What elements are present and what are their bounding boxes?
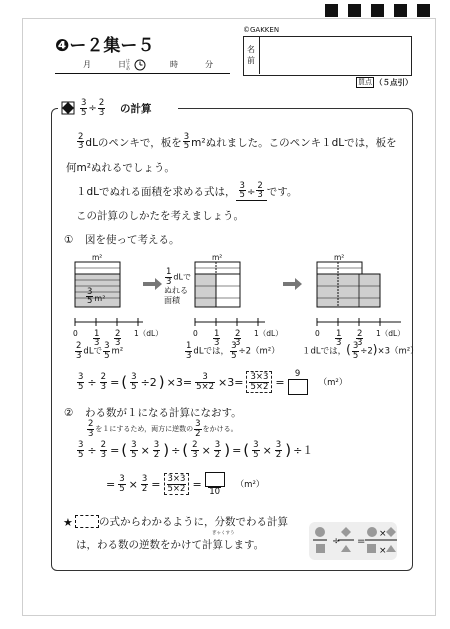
fig1-tick-1: 1（dL）: [134, 329, 163, 338]
problem-line-3: １dLでぬれる面積を求める式は， $\frac{3}{5}$ ÷ $\frac{2}{3}$ です。: [76, 180, 298, 200]
summary-dashed-box: [75, 515, 99, 528]
fig2-tick-2-3: $\frac{2}{3}$: [235, 328, 241, 348]
diamond-square-icon: [61, 101, 75, 115]
svg-text:×: ×: [379, 546, 387, 556]
fig2-tick-1-3: $\frac{1}{3}$: [214, 328, 220, 348]
eq-box-2: $\frac{3\times 3}{5\times 2}$: [164, 473, 190, 495]
summary-ruby: ぎゃくすう: [212, 531, 235, 536]
month-label: 月: [83, 60, 91, 69]
area-figures: [55, 252, 415, 332]
day-label: 日: [118, 60, 126, 69]
corner-square: [371, 4, 384, 17]
corner-square: [394, 4, 407, 17]
part1-equation: $\frac{3}{5}$ ÷ $\frac{2}{3}$ = ( $\frac{3}{5}$ ÷2 ) ×3= $\frac{3}{5\times 2}$ ×3= $\frac{3\times 3}{5\times 2}$ = 9 （m²）: [76, 370, 347, 395]
figure-2: [195, 262, 265, 326]
fig3-area-label: m²: [334, 253, 345, 262]
copyright: ©GAKKEN: [243, 26, 280, 34]
svg-text:×: ×: [379, 529, 387, 539]
fig2-tick-1: 1（dL）: [254, 329, 283, 338]
section-expr: $\frac{3}{5}$ ÷ $\frac{2}{3}$: [81, 98, 105, 118]
fig1-area-value: $\frac{3}{5}$ m²: [87, 286, 106, 306]
fig3-tick-1: 1（dL）: [376, 329, 405, 338]
fig3-tick-2-3: $\frac{2}{3}$: [357, 328, 363, 348]
fig1-area-label: m²: [92, 253, 103, 262]
eq-result-2: 10: [205, 472, 225, 497]
eq-result: 9: [288, 370, 308, 395]
frac-3-5: $\frac{3}{5}$: [183, 131, 190, 151]
star-icon: ★: [63, 516, 73, 529]
hour-label: 時: [170, 60, 178, 69]
corner-square: [348, 4, 361, 17]
fig1-tick-2-3: $\frac{2}{3}$: [115, 328, 121, 348]
fig2-note: $\frac{1}{3}$ dLで ぬれる 面積: [164, 267, 191, 305]
part2-step-1: $\frac{3}{5}$ ÷ $\frac{2}{3}$ = ( $\frac{3}{5}$ × $\frac{3}{2}$ ) ÷ ( $\frac{2}{3}$ × $\frac{3}{2}$ ) = ( $\frac{3}{5}$ × $\frac{3}{2}$ ) ÷１: [78, 440, 314, 460]
fig3-caption: １dLでは，( $\frac{3}{5}$ ÷2)×3（m²）: [302, 341, 419, 361]
summary-line-2: は，わる数の逆数をかけて計算します。: [76, 539, 265, 551]
unit-title: ❹ー２集ー５: [55, 36, 155, 56]
fig2-area-label: m²: [212, 253, 223, 262]
part2-title: わる数が１になる計算になおす。: [85, 407, 242, 419]
score-note: （５点引）: [375, 78, 413, 87]
figure-3: [317, 262, 401, 326]
frac-2-3: $\frac{2}{3}$: [78, 131, 84, 151]
fig3-tick-0: 0: [315, 329, 320, 338]
part1-number: ①: [64, 234, 74, 246]
date-line: [55, 73, 230, 74]
fig1-tick-0: 0: [73, 329, 78, 338]
clock-icon: [134, 59, 146, 71]
fig2-caption: $\frac{1}{3}$ dLでは， $\frac{3}{5}$ ÷2（m²）: [186, 341, 280, 361]
section-title-text: の計算: [120, 103, 152, 115]
fig2-tick-0: 0: [193, 329, 198, 338]
summary-line-1: の式からわかるように，分数でわる計算: [99, 516, 288, 528]
problem-line-4: この計算のしかたを考えましょう。: [76, 210, 244, 222]
corner-square: [325, 4, 338, 17]
section-title: [58, 96, 178, 120]
svg-text:÷: ÷: [332, 536, 341, 547]
part2-note: $\frac{2}{3}$ を１にするため，両方に逆数の $\frac{3}{2}$ をかける。: [88, 419, 238, 439]
fig1-tick-1-3: $\frac{1}{3}$: [94, 328, 100, 348]
shape-formula: [308, 521, 398, 561]
fig1-caption: $\frac{2}{3}$ dLで $\frac{3}{5}$ m²: [76, 341, 124, 361]
svg-text:=: =: [357, 536, 366, 547]
start-label: はじめ: [126, 58, 130, 71]
eq-box-1: $\frac{3\times 3}{5\times 2}$: [246, 371, 272, 393]
part2-number: ②: [64, 407, 74, 419]
part1-title: 図を使って考える。: [85, 234, 180, 246]
name-box[interactable]: [243, 36, 412, 76]
problem-line-1: $\frac{2}{3}$ dLのペンキで，板を $\frac{3}{5}$ m²ぬれました。このペンキ１dLでは，板を: [78, 131, 397, 151]
part2-step-2: = $\frac{3}{5}$ × $\frac{3}{2}$ = $\frac{3\times 3}{5\times 2}$ = 10 （m²）: [106, 472, 264, 497]
corner-square: [417, 4, 430, 17]
minute-label: 分: [205, 60, 213, 69]
fig3-tick-1-3: $\frac{1}{3}$: [336, 328, 342, 348]
name-label: 名 前: [247, 45, 255, 65]
problem-line-2: 何m²ぬれるでしょう。: [66, 162, 175, 174]
score-badge: 買点: [358, 78, 372, 86]
